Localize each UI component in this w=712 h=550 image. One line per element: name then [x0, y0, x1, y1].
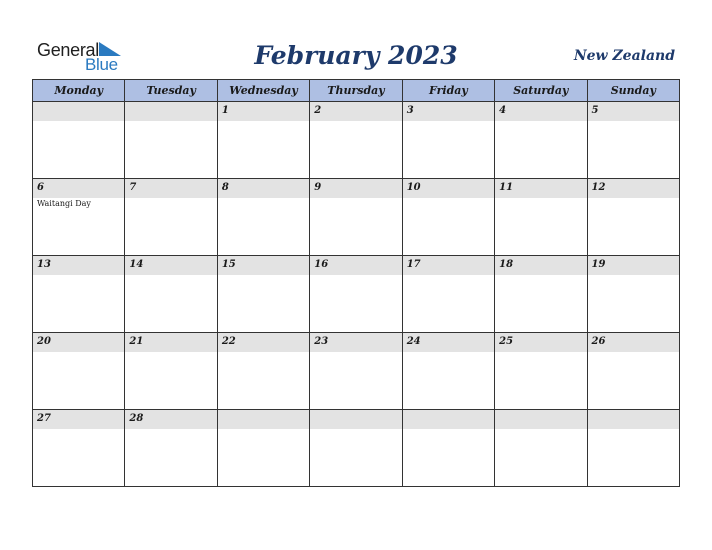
- day-number: 2: [314, 105, 322, 116]
- weekday-header: Friday: [402, 80, 494, 102]
- day-number-band: [495, 333, 586, 352]
- day-cell[interactable]: [495, 179, 587, 256]
- day-number-band: [495, 102, 586, 121]
- day-cell[interactable]: [310, 102, 402, 179]
- day-number: 26: [591, 336, 606, 347]
- day-number-band: [310, 333, 401, 352]
- day-cell[interactable]: [217, 179, 309, 256]
- day-number: 23: [314, 336, 329, 347]
- day-cell[interactable]: [310, 256, 402, 333]
- day-number-band: [588, 333, 679, 352]
- day-number-band: [588, 179, 679, 198]
- weekday-header: Sunday: [587, 80, 679, 102]
- day-cell[interactable]: [402, 410, 494, 487]
- day-number: 21: [129, 336, 144, 347]
- day-cell[interactable]: [217, 256, 309, 333]
- day-number-band: [125, 102, 216, 121]
- day-number: 20: [37, 336, 51, 347]
- country-label: New Zealand: [573, 48, 675, 64]
- day-cell[interactable]: [587, 333, 679, 410]
- day-cell[interactable]: [587, 179, 679, 256]
- week-row: [33, 333, 680, 410]
- day-number-band: [403, 102, 494, 121]
- day-number-band: [588, 410, 679, 429]
- day-number-band: [125, 333, 216, 352]
- day-cell[interactable]: [217, 102, 309, 179]
- day-number-band: [403, 410, 494, 429]
- day-number: 14: [129, 259, 144, 270]
- day-number-band: [495, 179, 586, 198]
- day-number: 19: [591, 259, 606, 270]
- day-number-band: [33, 333, 124, 352]
- day-number-band: [33, 179, 124, 198]
- day-number: 10: [406, 182, 421, 193]
- day-number: 9: [314, 182, 322, 193]
- day-cell[interactable]: [33, 333, 125, 410]
- day-cell[interactable]: [495, 102, 587, 179]
- day-number-band: [403, 256, 494, 275]
- day-cell[interactable]: [310, 410, 402, 487]
- day-number: 7: [129, 182, 137, 193]
- day-cell[interactable]: [310, 333, 402, 410]
- day-number-band: [495, 410, 586, 429]
- logo-text-blue: Blue: [85, 55, 118, 74]
- day-number-band: [403, 333, 494, 352]
- day-number: 25: [499, 336, 514, 347]
- day-cell[interactable]: [217, 410, 309, 487]
- day-number-band: [218, 410, 309, 429]
- day-number: 24: [406, 336, 421, 347]
- weekday-header: Thursday: [310, 80, 402, 102]
- calendar-grid: [32, 79, 680, 487]
- day-number: 4: [499, 105, 507, 116]
- day-cell[interactable]: [33, 410, 125, 487]
- day-number: 1: [221, 105, 229, 116]
- day-number: 6: [37, 182, 44, 193]
- week-row: [33, 102, 680, 179]
- day-cell[interactable]: [217, 333, 309, 410]
- day-cell[interactable]: [33, 102, 125, 179]
- day-number-band: [495, 256, 586, 275]
- day-cell[interactable]: [402, 102, 494, 179]
- day-cell[interactable]: [310, 179, 402, 256]
- day-number-band: [310, 410, 401, 429]
- day-number: 16: [314, 259, 329, 270]
- day-cell[interactable]: [587, 102, 679, 179]
- day-number-band: [218, 333, 309, 352]
- logo-text-general: General: [37, 40, 99, 60]
- day-cell[interactable]: [495, 410, 587, 487]
- day-cell[interactable]: [125, 333, 217, 410]
- day-number: 13: [37, 259, 51, 270]
- day-number: 18: [499, 259, 514, 270]
- day-number-band: [33, 256, 124, 275]
- day-cell[interactable]: [125, 102, 217, 179]
- day-number: 22: [221, 336, 236, 347]
- day-number-band: [588, 256, 679, 275]
- day-number: 12: [591, 182, 606, 193]
- day-number: 11: [499, 182, 514, 193]
- day-cell[interactable]: [402, 179, 494, 256]
- weekday-header: Tuesday: [125, 80, 217, 102]
- day-number-band: [33, 102, 124, 121]
- day-number-band: [310, 102, 401, 121]
- day-cell[interactable]: [495, 256, 587, 333]
- weekday-header: Monday: [33, 80, 125, 102]
- week-row: [33, 410, 680, 487]
- weekday-header-row: [33, 80, 680, 102]
- day-number-band: [310, 256, 401, 275]
- day-number: 17: [406, 259, 421, 270]
- day-number-band: [125, 179, 216, 198]
- day-number-band: [218, 256, 309, 275]
- day-number: 28: [129, 413, 144, 424]
- day-cell[interactable]: [402, 256, 494, 333]
- day-number: 27: [37, 413, 51, 424]
- weekday-header: Saturday: [495, 80, 587, 102]
- day-number: 5: [591, 105, 599, 116]
- day-cell[interactable]: [402, 333, 494, 410]
- day-cell[interactable]: [587, 256, 679, 333]
- calendar-title: February 2023: [254, 41, 458, 70]
- day-number: 8: [221, 182, 229, 193]
- day-number: 15: [221, 259, 236, 270]
- day-number-band: [125, 256, 216, 275]
- day-number-band: [588, 102, 679, 121]
- day-cell[interactable]: [33, 256, 125, 333]
- day-number-band: [218, 102, 309, 121]
- day-number-band: [310, 179, 401, 198]
- day-cell[interactable]: [125, 256, 217, 333]
- day-number: 3: [406, 105, 414, 116]
- day-cell[interactable]: [125, 179, 217, 256]
- holiday-label: Waitangi Day: [37, 199, 91, 208]
- day-number-band: [403, 179, 494, 198]
- day-cell[interactable]: [495, 333, 587, 410]
- day-number-band: [218, 179, 309, 198]
- day-number-band: [125, 410, 216, 429]
- week-row: [33, 256, 680, 333]
- day-cell[interactable]: [33, 179, 125, 256]
- week-row: [33, 179, 680, 256]
- day-cell[interactable]: [125, 410, 217, 487]
- day-cell[interactable]: [587, 410, 679, 487]
- weekday-header: Wednesday: [217, 80, 309, 102]
- day-number-band: [33, 410, 124, 429]
